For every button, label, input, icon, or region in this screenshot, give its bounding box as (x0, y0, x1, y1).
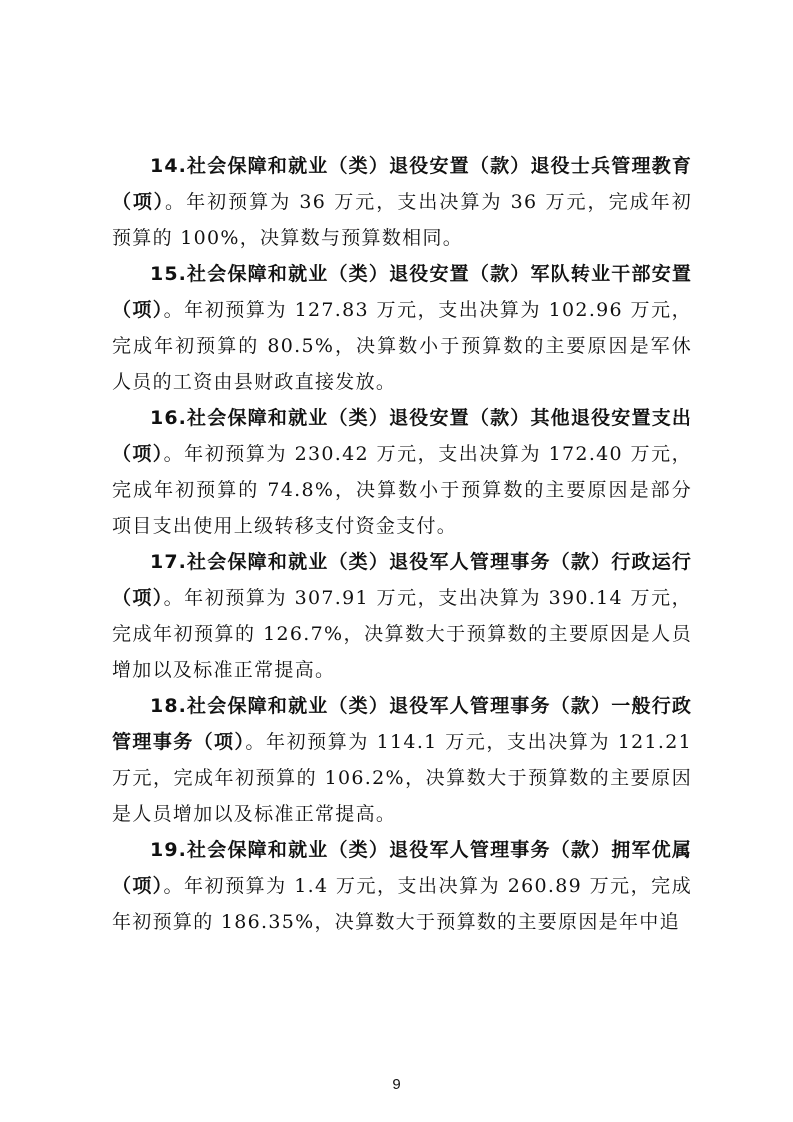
paragraph-text: 。年初预算为 114.1 万元，支出决算为 121.21 万元，完成年初预算的 106.2%，决算数大于预算数的主要原因是人员增加以及标准正常提高。 (112, 731, 692, 825)
paragraph-text: 。年初预算为 36 万元，支出决算为 36 万元，完成年初预算的 100%，决算数与预算数相同。 (112, 191, 692, 249)
document-body (112, 148, 692, 940)
paragraph-heading: 19.社会保障和就业（类）退役军人管理事务（款）拥军优属（项） (112, 839, 692, 897)
paragraph-text: 。年初预算为 127.83 万元，支出决算为 102.96 万元，完成年初预算的 80.5%，决算数小于预算数的主要原因是军休人员的工资由县财政直接发放。 (112, 299, 692, 393)
paragraph-19 (112, 832, 692, 940)
paragraph-17 (112, 544, 692, 688)
paragraph-text: 。年初预算为 307.91 万元，支出决算为 390.14 万元，完成年初预算的 126.7%，决算数大于预算数的主要原因是人员增加以及标准正常提高。 (112, 587, 692, 681)
paragraph-text: 。年初预算为 1.4 万元，支出决算为 260.89 万元，完成年初预算的 186.35%，决算数大于预算数的主要原因是年中追 (112, 875, 692, 933)
paragraph-15 (112, 256, 692, 400)
paragraph-heading: 16.社会保障和就业（类）退役安置（款）其他退役安置支出（项） (112, 407, 692, 465)
paragraph-heading: 17.社会保障和就业（类）退役军人管理事务（款）行政运行（项） (112, 551, 692, 609)
paragraph-heading: 15.社会保障和就业（类）退役安置（款）军队转业干部安置（项） (112, 263, 692, 321)
paragraph-18 (112, 688, 692, 832)
paragraph-text: 。年初预算为 230.42 万元，支出决算为 172.40 万元，完成年初预算的 74.8%，决算数小于预算数的主要原因是部分项目支出使用上级转移支付资金支付。 (112, 443, 692, 537)
paragraph-16 (112, 400, 692, 544)
page-number: 9 (392, 1076, 401, 1093)
paragraph-14 (112, 148, 692, 256)
paragraph-heading: 18.社会保障和就业（类）退役军人管理事务（款）一般行政管理事务（项） (112, 695, 692, 753)
paragraph-heading: 14.社会保障和就业（类）退役安置（款）退役士兵管理教育（项） (112, 155, 692, 213)
